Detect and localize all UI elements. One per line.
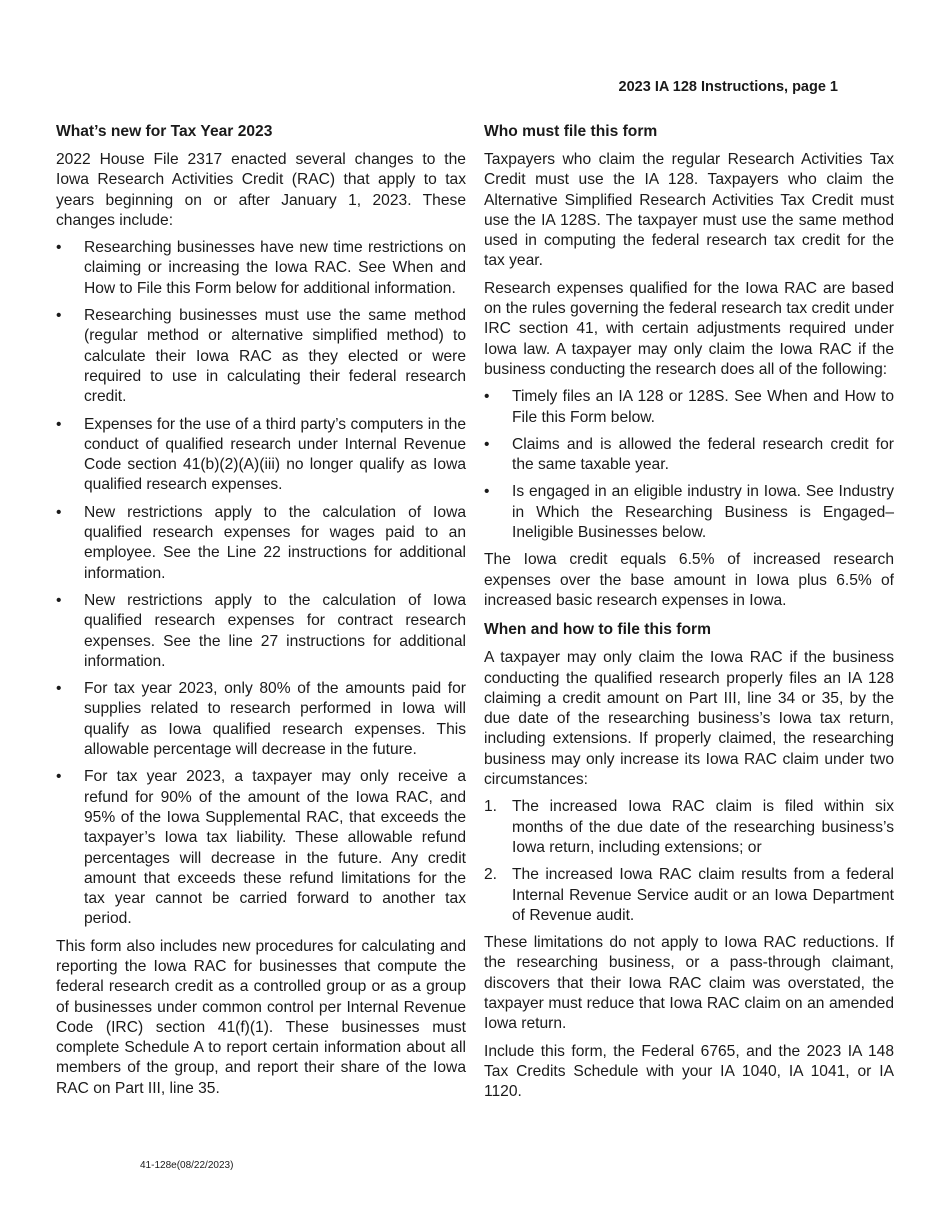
paragraph: Taxpayers who claim the regular Research Activities Tax Credit must use the IA 128. Taxpayers who claim the Alternative Simplified Research Activities Tax Credit must use the IA 128S. The taxpayer must use the same method used in computing the federal research tax credit for the tax year. — [484, 151, 894, 270]
bullet-marker: • — [56, 307, 62, 325]
list-number: 2. — [484, 866, 498, 884]
paragraph: The Iowa credit equals 6.5% of increased research expenses over the base amount in Iowa plus 6.5% of increased basic research expenses in Iowa. — [484, 551, 894, 609]
bullet-marker: • — [484, 435, 490, 453]
bullet-marker: • — [56, 768, 62, 786]
bullet-marker: • — [56, 591, 62, 609]
bullet-marker: • — [56, 239, 62, 257]
list-item: • For tax year 2023, only 80% of the amounts paid for supplies related to research performed in Iowa will qualify as Iowa qualified research expenses. This allowable percentage will decrease in the future. — [56, 680, 466, 759]
list-item: • Timely files an IA 128 or 128S. See When and How to File this Form below. — [484, 388, 894, 426]
bullet-marker: • — [56, 680, 62, 698]
bullet-marker: • — [56, 503, 62, 521]
who-must-file-heading: Who must file this form — [484, 123, 658, 140]
list-item: 1. The increased Iowa RAC claim is filed within six months of the due date of the researching business’s Iowa return, including extensions; or — [484, 798, 894, 856]
page-header: 2023 IA 128 Instructions, page 1 — [618, 79, 838, 95]
whats-new-closing: This form also includes new procedures for calculating and reporting the Iowa RAC for businesses that compute the federal research credit as a controlled group or as a group of businesses under common control per Internal Revenue Code (IRC) section 41(f)(1). These businesses must complete Schedule A to report certain information about all members of the group, and report their share of the Iowa RAC on Part III, line 35. — [56, 937, 466, 1097]
list-item: • Researching businesses have new time restrictions on claiming or increasing the Iowa RAC. See When and How to File this Form below for additional information. — [56, 239, 466, 297]
bullet-marker: • — [484, 483, 490, 501]
list-item: • Researching businesses must use the same method (regular method or alternative simplified method) to calculate their Iowa RAC as they elected or were required to use in calculating their federal research credit. — [56, 307, 466, 406]
form-code: 41-128e(08/22/2023) — [140, 1160, 234, 1171]
list-item: • For tax year 2023, a taxpayer may only receive a refund for 90% of the amount of the Iowa RAC, and 95% of the Iowa Supplemental RAC, that exceeds the taxpayer’s Iowa tax liability. These allowable refund percentages will decrease in the future. Any credit amount that exceeds these refund limitations for the tax year cannot be carried forward to another tax period. — [56, 768, 466, 928]
paragraph: These limitations do not apply to Iowa RAC reductions. If the researching business, or a pass-through claimant, discovers that their Iowa RAC claim was overstated, the taxpayer must reduce that Iowa RAC claim on an amended Iowa return. — [484, 934, 894, 1033]
list-item: • Expenses for the use of a third party’s computers in the conduct of qualified research under Internal Revenue Code section 41(b)(2)(A)(iii) no longer qualify as Iowa qualified research expenses. — [56, 415, 466, 494]
paragraph: Research expenses qualified for the Iowa RAC are based on the rules governing the federal research tax credit under IRC section 41, with certain adjustments required under Iowa law. A taxpayer may only claim the Iowa RAC if the business conducting the research does all of the following: — [484, 279, 894, 378]
whats-new-intro: 2022 House File 2317 enacted several changes to the Iowa Research Activities Credit (RAC) that apply to tax years beginning on or after January 1, 2023. These changes include: — [56, 151, 466, 229]
list-item: • New restrictions apply to the calculation of Iowa qualified research expenses for wages paid to an employee. See the Line 22 instructions for additional information. — [56, 503, 466, 582]
paragraph: A taxpayer may only claim the Iowa RAC if the business conducting the qualified research properly files an IA 128 claiming a credit amount on Part III, line 34 or 35, by the due date of the researching business’s Iowa tax return, including extensions. If properly claimed, the researching business may only increase its Iowa RAC claim under two circumstances: — [484, 649, 894, 789]
bullet-marker: • — [484, 388, 490, 406]
list-item: • Is engaged in an eligible industry in Iowa. See Industry in Which the Researching Business is Engaged–Ineligible Businesses below. — [484, 483, 894, 542]
paragraph: Include this form, the Federal 6765, and the 2023 IA 148 Tax Credits Schedule with your IA 1040, IA 1041, or IA 1120. — [484, 1042, 894, 1101]
circumstances-list — [484, 797, 894, 926]
list-number: 1. — [484, 798, 498, 816]
right-column — [484, 120, 894, 1109]
whats-new-heading: What’s new for Tax Year 2023 — [56, 123, 273, 140]
when-how-heading: When and how to file this form — [484, 621, 711, 639]
left-column — [56, 120, 466, 1106]
list-item: • New restrictions apply to the calculation of Iowa qualified research expenses for contract research expenses. See the line 27 instructions for additional information. — [56, 591, 466, 670]
list-item: 2. The increased Iowa RAC claim results from a federal Internal Revenue Service audit or an Iowa Department of Revenue audit. — [484, 866, 894, 924]
list-item: • Claims and is allowed the federal research credit for the same taxable year. — [484, 435, 894, 474]
changes-list — [56, 238, 466, 930]
bullet-marker: • — [56, 415, 62, 433]
requirements-list — [484, 387, 894, 543]
